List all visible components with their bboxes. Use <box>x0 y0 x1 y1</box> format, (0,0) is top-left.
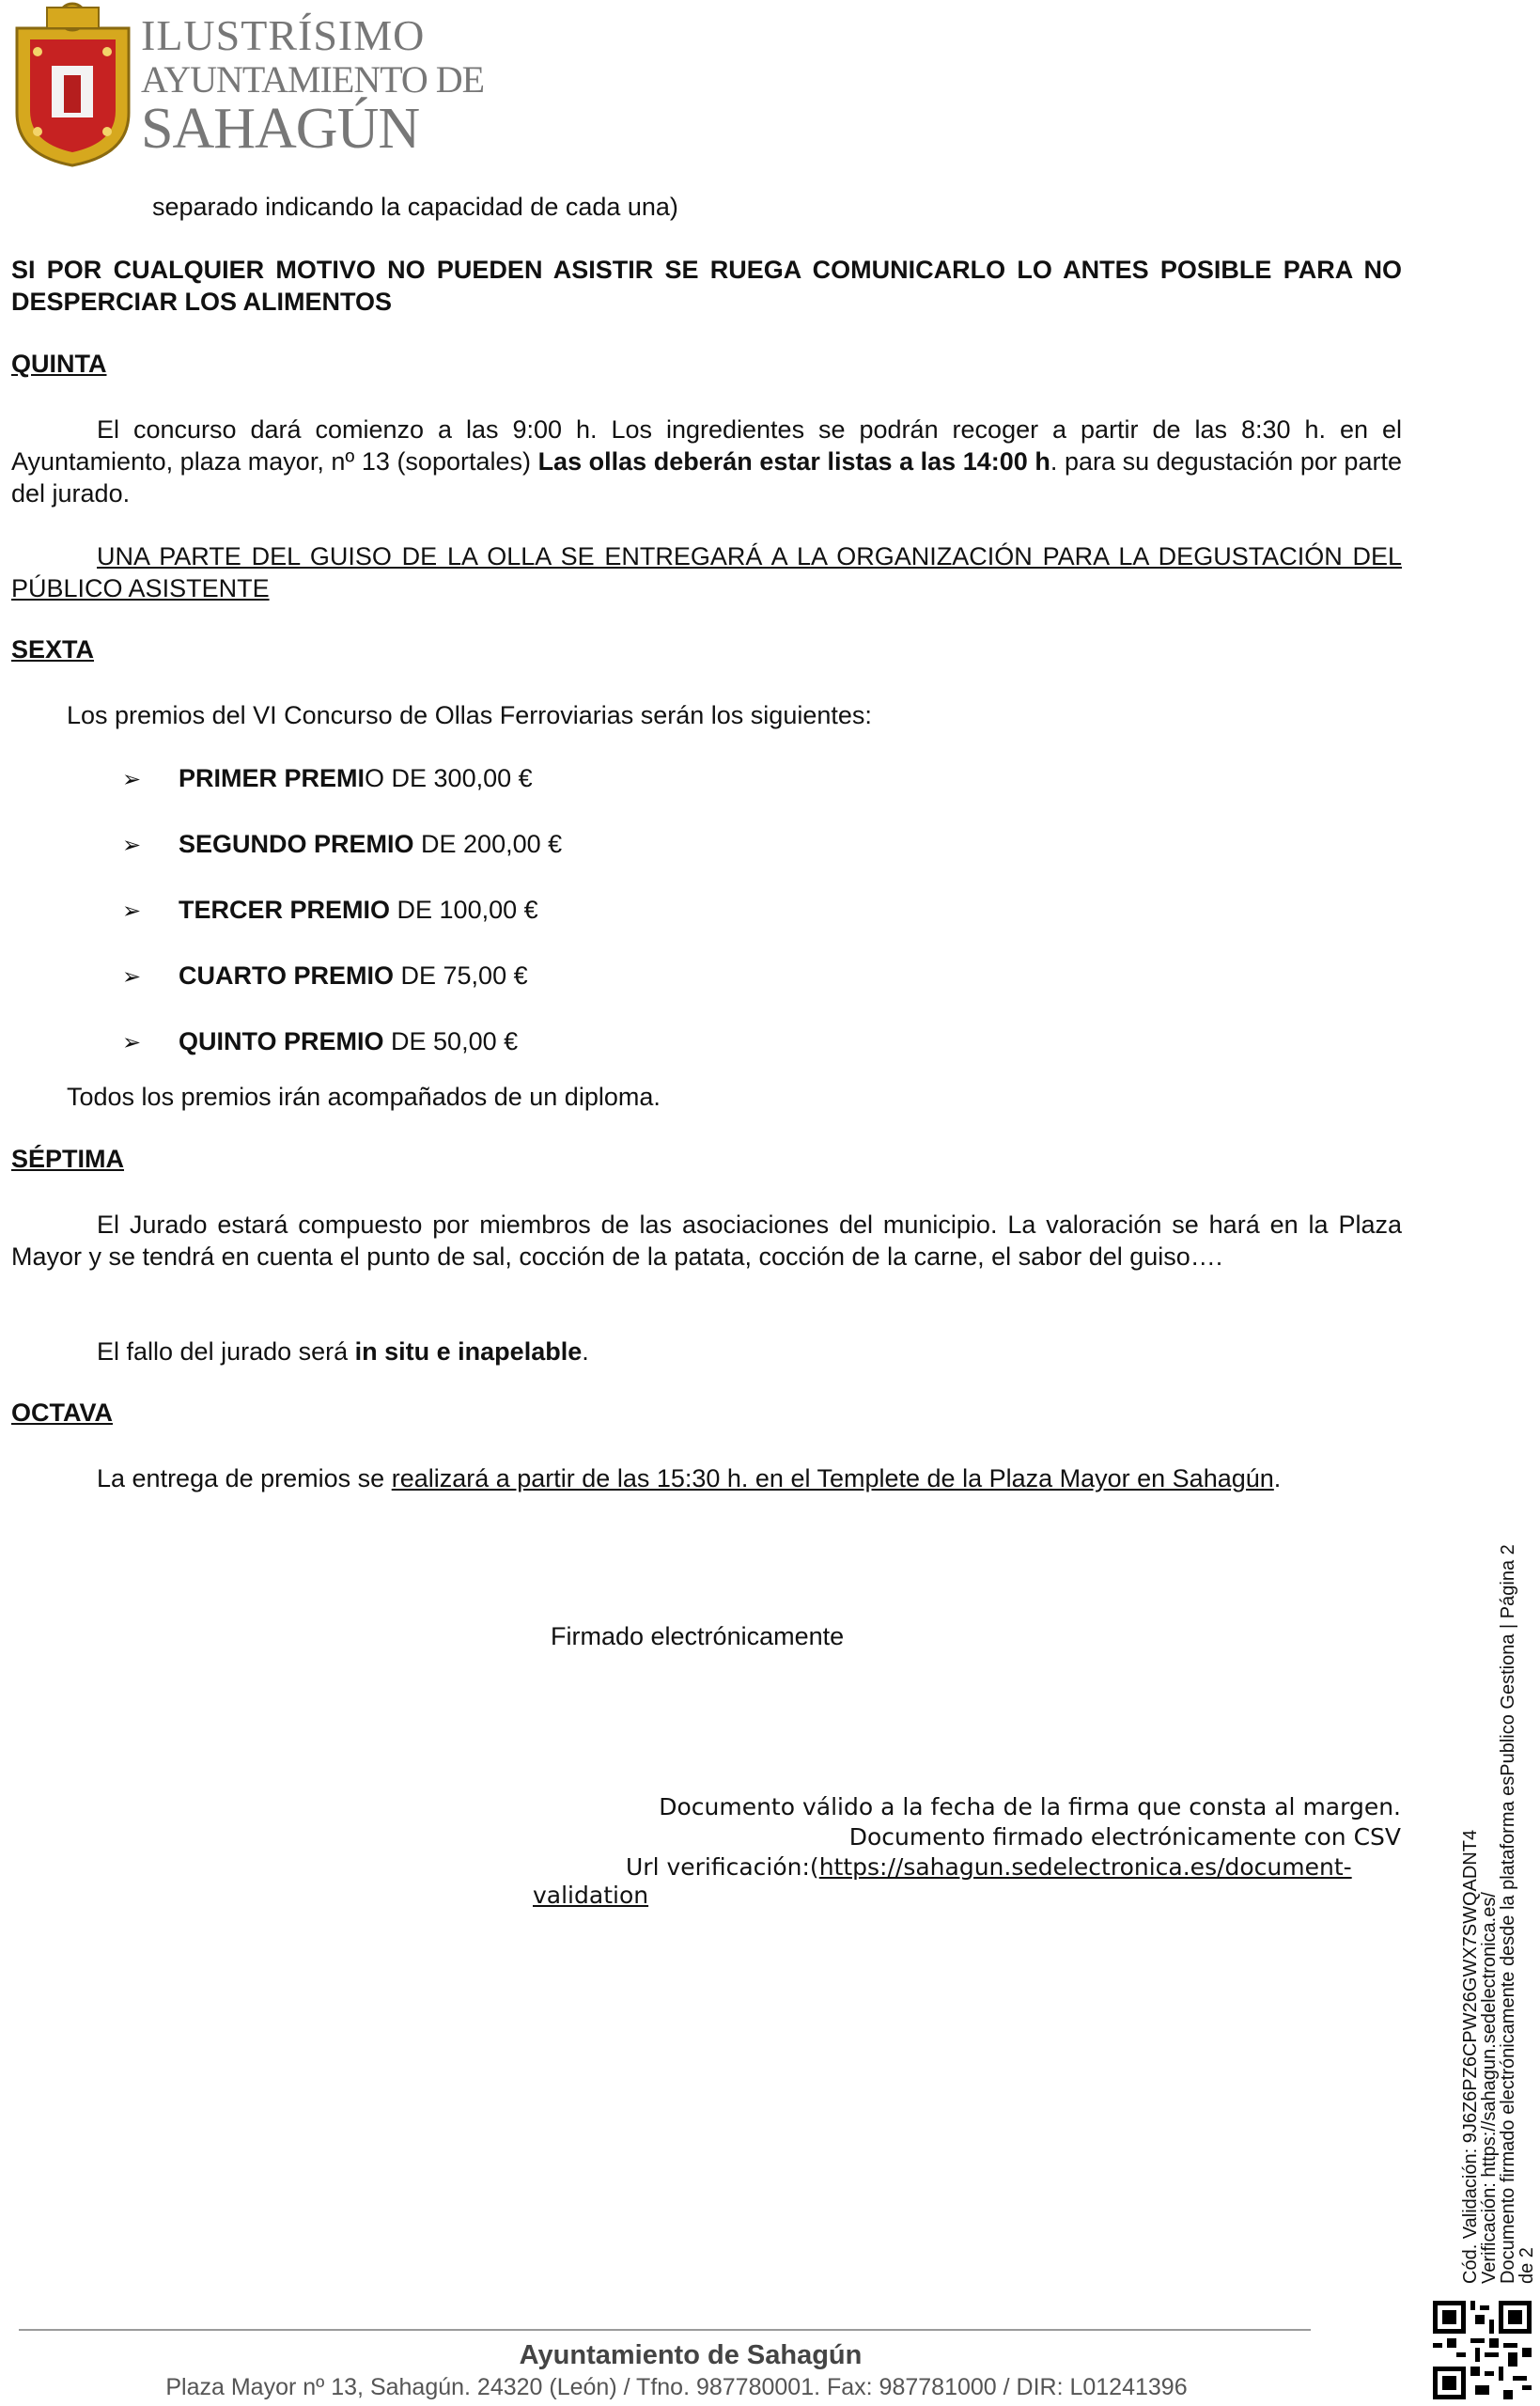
list-item <box>122 960 562 993</box>
footer-title: Ayuntamiento de Sahagún <box>519 2340 863 2370</box>
heading-octava: OCTAVA <box>11 1398 113 1427</box>
heading-septima: SÉPTIMA <box>11 1145 125 1173</box>
list-item <box>122 894 562 928</box>
list-item <box>122 762 562 796</box>
arrow-bullet-icon: ➢ <box>122 964 142 990</box>
octava-underlined: realizará a partir de las 15:30 h. en el Templete de la Plaza Mayor en Sahagún <box>391 1464 1274 1492</box>
prize-5-amount: DE 50,00 € <box>383 1027 519 1055</box>
logo-line-3: SAHAGÚN <box>141 97 420 161</box>
octava-end: . <box>1273 1464 1282 1492</box>
septima-p2-text: El fallo del jurado será <box>97 1337 355 1366</box>
arrow-bullet-icon: ➢ <box>122 1030 142 1055</box>
prize-list <box>122 762 562 1059</box>
quinta-p1-bold: Las ollas deberán estar listas a las 14:00 h <box>537 447 1050 476</box>
signature-line-3 <box>626 1852 1352 1882</box>
prize-3-amount: DE 100,00 € <box>390 896 538 924</box>
sexta-intro: Los premios del VI Concurso de Ollas Ferroviarias serán los siguientes: <box>67 701 872 729</box>
margin-line-3: Documento firmado electrónicamente desde la plataforma esPublico Gestiona | Página 2 de 2 <box>1498 1544 1537 2284</box>
arrow-bullet-icon: ➢ <box>122 767 142 792</box>
margin-validation-text <box>1461 1532 1536 2284</box>
qr-code-icon <box>1433 2301 1532 2399</box>
logo-line-1: ILUSTRÍSIMO <box>141 11 426 59</box>
intro-fragment: separado indicando la capacidad de cada una) <box>152 193 678 221</box>
prize-4-label: CUARTO PREMIO <box>179 961 395 990</box>
verification-link-continued[interactable]: validation <box>533 1882 649 1909</box>
verification-label: Url verificación:( <box>626 1853 819 1881</box>
notice-text: SI POR CUALQUIER MOTIVO NO PUEDEN ASISTIR SE RUEGA COMUNICARLO LO ANTES POSIBLE PARA NO DESPERCIAR LOS ALIMENTOS <box>11 256 1402 316</box>
septima-paragraph-2 <box>97 1336 589 1367</box>
quinta-p1-text: El concurso dará comienzo a las 9:00 h. Los ingredientes se podrán recoger a partir de las 8:30 h. en el Ayuntamiento, plaza mayor, nº 13 (soportales) <box>11 415 1402 476</box>
margin-line-2: Verificación: https://sahagun.sedelectronica.es/ <box>1479 1892 1500 2284</box>
octava-paragraph <box>97 1462 1281 1494</box>
quinta-p1-end: . para su degustación por parte del jurado. <box>11 447 1402 508</box>
list-item <box>122 1025 562 1059</box>
signature-line-2: Documento firmado electrónicamente con CSV <box>848 1823 1401 1851</box>
octava-text: La entrega de premios se <box>97 1464 392 1492</box>
prize-1-amount: O DE 300,00 € <box>365 764 533 792</box>
signature-line-1: Documento válido a la fecha de la firma que consta al margen. <box>659 1793 1401 1820</box>
prize-4-amount: DE 75,00 € <box>394 961 528 990</box>
footer-address: Plaza Mayor nº 13, Sahagún. 24320 (León) / Tfno. 987780001. Fax: 987781000 / DIR: L01241396 <box>165 2374 1188 2400</box>
quinta-paragraph-1 <box>11 414 1402 509</box>
heading-sexta: SEXTA <box>11 635 95 664</box>
prize-1-label: PRIMER PREMI <box>179 764 366 792</box>
arrow-bullet-icon: ➢ <box>122 898 142 924</box>
prize-2-amount: DE 200,00 € <box>413 830 563 858</box>
prize-3-label: TERCER PREMIO <box>179 896 391 924</box>
arrow-bullet-icon: ➢ <box>122 833 142 858</box>
septima-p2-bold: in situ e inapelable <box>354 1337 583 1366</box>
verification-link[interactable]: https://sahagun.sedelectronica.es/document- <box>818 1853 1352 1881</box>
septima-p2-end: . <box>582 1337 589 1366</box>
logo-line-2: AYUNTAMIENTO DE <box>141 58 485 101</box>
footer-divider <box>19 2329 1311 2331</box>
list-item <box>122 828 562 862</box>
heading-quinta: QUINTA <box>11 350 107 378</box>
margin-line-1: Cód. Validación: 9J6Z6PZ6CPW26GWX7SWQADNT4 <box>1460 1829 1481 2284</box>
sexta-outro: Todos los premios irán acompañados de un diploma. <box>67 1083 661 1111</box>
coat-of-arms-icon <box>9 0 136 167</box>
signed-electronically: Firmado electrónicamente <box>551 1622 845 1650</box>
prize-2-label: SEGUNDO PREMIO <box>179 830 414 858</box>
logo-wordmark <box>141 11 485 161</box>
quinta-paragraph-2: UNA PARTE DEL GUISO DE LA OLLA SE ENTREGARÁ A LA ORGANIZACIÓN PARA LA DEGUSTACIÓN DEL PÚBLICO ASISTENTE <box>11 542 1402 602</box>
septima-paragraph-1: El Jurado estará compuesto por miembros de las asociaciones del municipio. La valoración se hará en la Plaza Mayor y se tendrá en cuenta el punto de sal, cocción de la patata, cocción de la carne, el sabor del guiso…. <box>11 1211 1402 1271</box>
prize-5-label: QUINTO PREMIO <box>179 1027 384 1055</box>
